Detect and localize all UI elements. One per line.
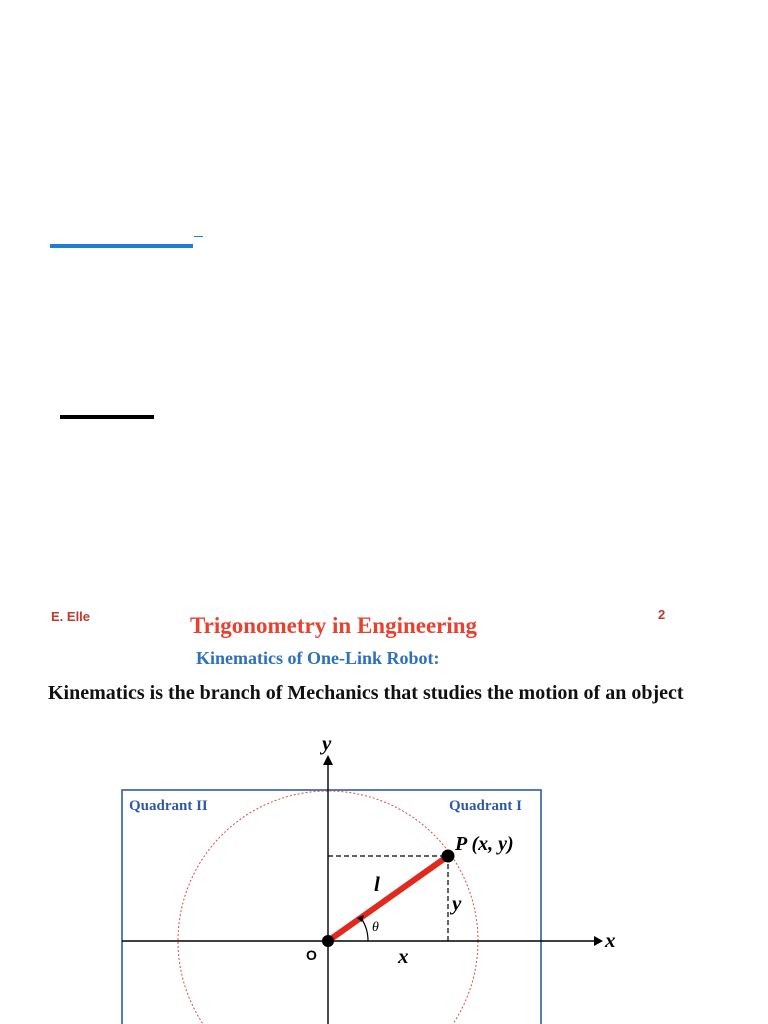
robot-link [328,856,448,941]
quadrant-2-label: Quadrant II [129,798,208,814]
y-component-label: y [452,891,462,915]
angle-theta-label: θ [372,920,379,935]
definition-text: Kinematics is the branch of Mechanics that studies the motion of an object [48,682,684,704]
blue-divider-tick [194,236,203,237]
y-axis-label: y [322,731,332,755]
y-axis-arrow-icon [323,755,333,765]
author-label: E. Elle [51,609,91,624]
slide-title: Trigonometry in Engineering [190,613,478,638]
quadrant-frame [122,790,541,1024]
x-axis-arrow-icon [594,936,603,946]
one-link-robot-diagram [0,725,768,1024]
black-divider-line [60,415,154,419]
page-number: 2 [658,607,666,622]
point-p-label: P (x, y) [455,833,514,855]
link-length-label: l [374,872,380,896]
quadrant-1-label: Quadrant I [449,798,522,814]
origin-joint [322,935,334,947]
slide-subtitle: Kinematics of One-Link Robot: [196,648,440,668]
end-effector-point [442,850,455,863]
x-component-label: x [398,944,409,968]
origin-label: O [306,947,317,963]
x-axis-label: x [605,928,616,952]
blue-divider-line [50,244,193,248]
